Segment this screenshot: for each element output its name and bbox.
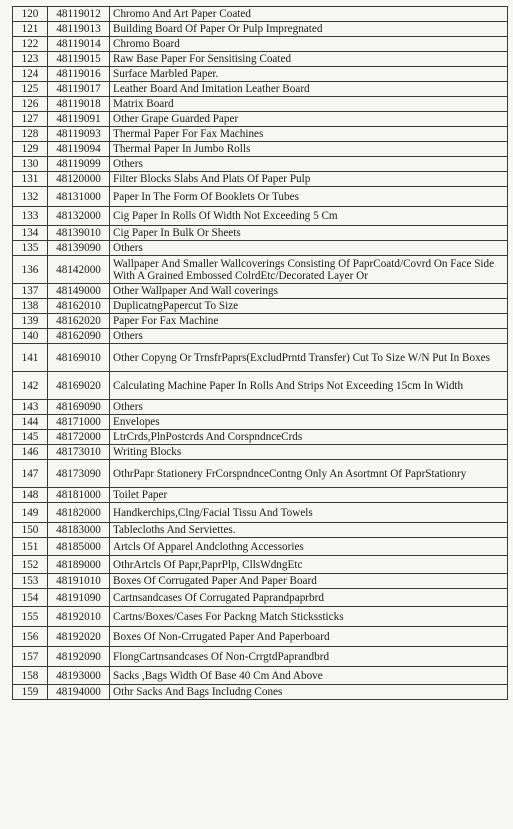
- serial-number-cell: 140: [13, 329, 48, 344]
- description-cell: Leather Board And Imitation Leather Board: [110, 82, 508, 97]
- description-cell: Other Wallpaper And Wall coverings: [110, 284, 508, 299]
- table-row: [13, 172, 508, 187]
- description-cell: Paper For Fax Machine: [110, 314, 508, 329]
- serial-number-cell: 134: [13, 226, 48, 241]
- table-row: [13, 226, 508, 241]
- hs-code-cell: 48119091: [48, 112, 110, 127]
- hs-code-cell: 48185000: [48, 538, 110, 556]
- hs-code-cell: 48173010: [48, 445, 110, 460]
- description-cell: Toilet Paper: [110, 488, 508, 503]
- serial-number-cell: 133: [13, 207, 48, 226]
- hs-code-cell: 48194000: [48, 685, 110, 700]
- table-row: [13, 523, 508, 538]
- description-cell: Thermal Paper In Jumbo Rolls: [110, 142, 508, 157]
- description-cell: Handkerchips,Clng/Facial Tissu And Towels: [110, 503, 508, 523]
- description-cell: LtrCrds,PlnPostcrds And CorspndnceCrds: [110, 430, 508, 445]
- serial-number-cell: 145: [13, 430, 48, 445]
- serial-number-cell: 129: [13, 142, 48, 157]
- table-row: [13, 22, 508, 37]
- serial-number-cell: 139: [13, 314, 48, 329]
- table-row: [13, 627, 508, 647]
- serial-number-cell: 135: [13, 241, 48, 256]
- description-cell: Boxes Of Non-Crrugated Paper And Paperboard: [110, 627, 508, 647]
- serial-number-cell: 131: [13, 172, 48, 187]
- serial-number-cell: 138: [13, 299, 48, 314]
- hs-code-cell: 48119099: [48, 157, 110, 172]
- description-cell: OthrPapr Stationery FrCorspndnceContng Only An Asortmnt Of PaprStationry: [110, 460, 508, 488]
- hs-code-cell: 48191090: [48, 589, 110, 607]
- description-cell: Wallpaper And Smaller Wallcoverings Consisting Of PaprCoatd/Covrd On Face Side With A Grained Embossed ColrdEtc/Decorated Layer Or: [110, 256, 508, 284]
- description-cell: Chromo Board: [110, 37, 508, 52]
- table-row: [13, 667, 508, 685]
- description-cell: Other Copyng Or TrnsfrPaprs(ExcludPrntd Transfer) Cut To Size W/N Put In Boxes: [110, 344, 508, 372]
- hs-code-cell: 48119017: [48, 82, 110, 97]
- table-row: [13, 430, 508, 445]
- table-row: [13, 556, 508, 574]
- table-row: [13, 344, 508, 372]
- description-cell: Others: [110, 400, 508, 415]
- serial-number-cell: 157: [13, 647, 48, 667]
- document-page: [12, 6, 508, 700]
- description-cell: Filter Blocks Slabs And Plats Of Paper Pulp: [110, 172, 508, 187]
- description-cell: Artcls Of Apparel Andclothng Accessories: [110, 538, 508, 556]
- serial-number-cell: 120: [13, 7, 48, 22]
- hs-code-cell: 48119013: [48, 22, 110, 37]
- table-row: [13, 207, 508, 226]
- description-cell: Others: [110, 157, 508, 172]
- hs-code-cell: 48162020: [48, 314, 110, 329]
- serial-number-cell: 141: [13, 344, 48, 372]
- table-row: [13, 187, 508, 207]
- description-cell: Sacks ,Bags Width Of Base 40 Cm And Above: [110, 667, 508, 685]
- description-cell: Cartnsandcases Of Corrugated Paprandpaprbrd: [110, 589, 508, 607]
- table-row: [13, 284, 508, 299]
- serial-number-cell: 132: [13, 187, 48, 207]
- serial-number-cell: 146: [13, 445, 48, 460]
- serial-number-cell: 159: [13, 685, 48, 700]
- hs-code-cell: 48119014: [48, 37, 110, 52]
- hs-code-cell: 48162010: [48, 299, 110, 314]
- hs-code-cell: 48191010: [48, 574, 110, 589]
- description-cell: Calculating Machine Paper In Rolls And Strips Not Exceeding 15cm In Width: [110, 372, 508, 400]
- table-row: [13, 37, 508, 52]
- table-row: [13, 589, 508, 607]
- hs-code-cell: 48119094: [48, 142, 110, 157]
- description-cell: Cartns/Boxes/Cases For Packng Match Stickssticks: [110, 607, 508, 627]
- table-row: [13, 127, 508, 142]
- hs-code-cell: 48173090: [48, 460, 110, 488]
- description-cell: Other Grape Guarded Paper: [110, 112, 508, 127]
- serial-number-cell: 158: [13, 667, 48, 685]
- table-row: [13, 538, 508, 556]
- table-row: [13, 142, 508, 157]
- description-cell: Raw Base Paper For Sensitising Coated: [110, 52, 508, 67]
- table-row: [13, 415, 508, 430]
- hs-code-cell: 48169020: [48, 372, 110, 400]
- description-cell: OthrArtcls Of Papr,PaprPlp, CllsWdngEtc: [110, 556, 508, 574]
- hs-code-cell: 48139090: [48, 241, 110, 256]
- serial-number-cell: 121: [13, 22, 48, 37]
- tariff-table: [12, 6, 508, 700]
- table-row: [13, 685, 508, 700]
- table-row: [13, 82, 508, 97]
- serial-number-cell: 128: [13, 127, 48, 142]
- table-row: [13, 372, 508, 400]
- description-cell: FlongCartnsandcases Of Non-CrrgtdPaprandbrd: [110, 647, 508, 667]
- table-row: [13, 488, 508, 503]
- table-row: [13, 241, 508, 256]
- description-cell: Thermal Paper For Fax Machines: [110, 127, 508, 142]
- description-cell: Matrix Board: [110, 97, 508, 112]
- hs-code-cell: 48132000: [48, 207, 110, 226]
- serial-number-cell: 127: [13, 112, 48, 127]
- hs-code-cell: 48131000: [48, 187, 110, 207]
- hs-code-cell: 48142000: [48, 256, 110, 284]
- description-cell: Paper In The Form Of Booklets Or Tubes: [110, 187, 508, 207]
- tariff-table-body: [13, 7, 508, 700]
- table-row: [13, 607, 508, 627]
- table-row: [13, 445, 508, 460]
- description-cell: Cig Paper In Bulk Or Sheets: [110, 226, 508, 241]
- table-row: [13, 7, 508, 22]
- description-cell: Writing Blocks: [110, 445, 508, 460]
- serial-number-cell: 155: [13, 607, 48, 627]
- hs-code-cell: 48119093: [48, 127, 110, 142]
- hs-code-cell: 48172000: [48, 430, 110, 445]
- hs-code-cell: 48189000: [48, 556, 110, 574]
- description-cell: DuplicatngPapercut To Size: [110, 299, 508, 314]
- serial-number-cell: 154: [13, 589, 48, 607]
- table-row: [13, 52, 508, 67]
- table-row: [13, 647, 508, 667]
- serial-number-cell: 130: [13, 157, 48, 172]
- serial-number-cell: 143: [13, 400, 48, 415]
- serial-number-cell: 144: [13, 415, 48, 430]
- serial-number-cell: 156: [13, 627, 48, 647]
- hs-code-cell: 48119012: [48, 7, 110, 22]
- description-cell: Building Board Of Paper Or Pulp Impregnated: [110, 22, 508, 37]
- hs-code-cell: 48119016: [48, 67, 110, 82]
- hs-code-cell: 48182000: [48, 503, 110, 523]
- hs-code-cell: 48193000: [48, 667, 110, 685]
- description-cell: Cig Paper In Rolls Of Width Not Exceeding 5 Cm: [110, 207, 508, 226]
- hs-code-cell: 48181000: [48, 488, 110, 503]
- description-cell: Envelopes: [110, 415, 508, 430]
- table-row: [13, 67, 508, 82]
- hs-code-cell: 48192090: [48, 647, 110, 667]
- serial-number-cell: 152: [13, 556, 48, 574]
- serial-number-cell: 142: [13, 372, 48, 400]
- hs-code-cell: 48171000: [48, 415, 110, 430]
- serial-number-cell: 122: [13, 37, 48, 52]
- serial-number-cell: 124: [13, 67, 48, 82]
- hs-code-cell: 48183000: [48, 523, 110, 538]
- serial-number-cell: 153: [13, 574, 48, 589]
- serial-number-cell: 125: [13, 82, 48, 97]
- table-row: [13, 503, 508, 523]
- hs-code-cell: 48120000: [48, 172, 110, 187]
- table-row: [13, 112, 508, 127]
- hs-code-cell: 48192020: [48, 627, 110, 647]
- hs-code-cell: 48192010: [48, 607, 110, 627]
- table-row: [13, 574, 508, 589]
- table-row: [13, 157, 508, 172]
- hs-code-cell: 48169010: [48, 344, 110, 372]
- hs-code-cell: 48119018: [48, 97, 110, 112]
- serial-number-cell: 136: [13, 256, 48, 284]
- hs-code-cell: 48169090: [48, 400, 110, 415]
- hs-code-cell: 48149000: [48, 284, 110, 299]
- table-row: [13, 460, 508, 488]
- serial-number-cell: 123: [13, 52, 48, 67]
- serial-number-cell: 137: [13, 284, 48, 299]
- table-row: [13, 329, 508, 344]
- serial-number-cell: 147: [13, 460, 48, 488]
- hs-code-cell: 48119015: [48, 52, 110, 67]
- serial-number-cell: 151: [13, 538, 48, 556]
- description-cell: Othr Sacks And Bags Includng Cones: [110, 685, 508, 700]
- table-row: [13, 97, 508, 112]
- table-row: [13, 299, 508, 314]
- serial-number-cell: 149: [13, 503, 48, 523]
- description-cell: Others: [110, 241, 508, 256]
- hs-code-cell: 48162090: [48, 329, 110, 344]
- table-row: [13, 256, 508, 284]
- hs-code-cell: 48139010: [48, 226, 110, 241]
- description-cell: Chromo And Art Paper Coated: [110, 7, 508, 22]
- description-cell: Tablecloths And Serviettes.: [110, 523, 508, 538]
- serial-number-cell: 150: [13, 523, 48, 538]
- description-cell: Surface Marbled Paper.: [110, 67, 508, 82]
- serial-number-cell: 148: [13, 488, 48, 503]
- table-row: [13, 400, 508, 415]
- description-cell: Boxes Of Corrugated Paper And Paper Board: [110, 574, 508, 589]
- description-cell: Others: [110, 329, 508, 344]
- serial-number-cell: 126: [13, 97, 48, 112]
- table-row: [13, 314, 508, 329]
